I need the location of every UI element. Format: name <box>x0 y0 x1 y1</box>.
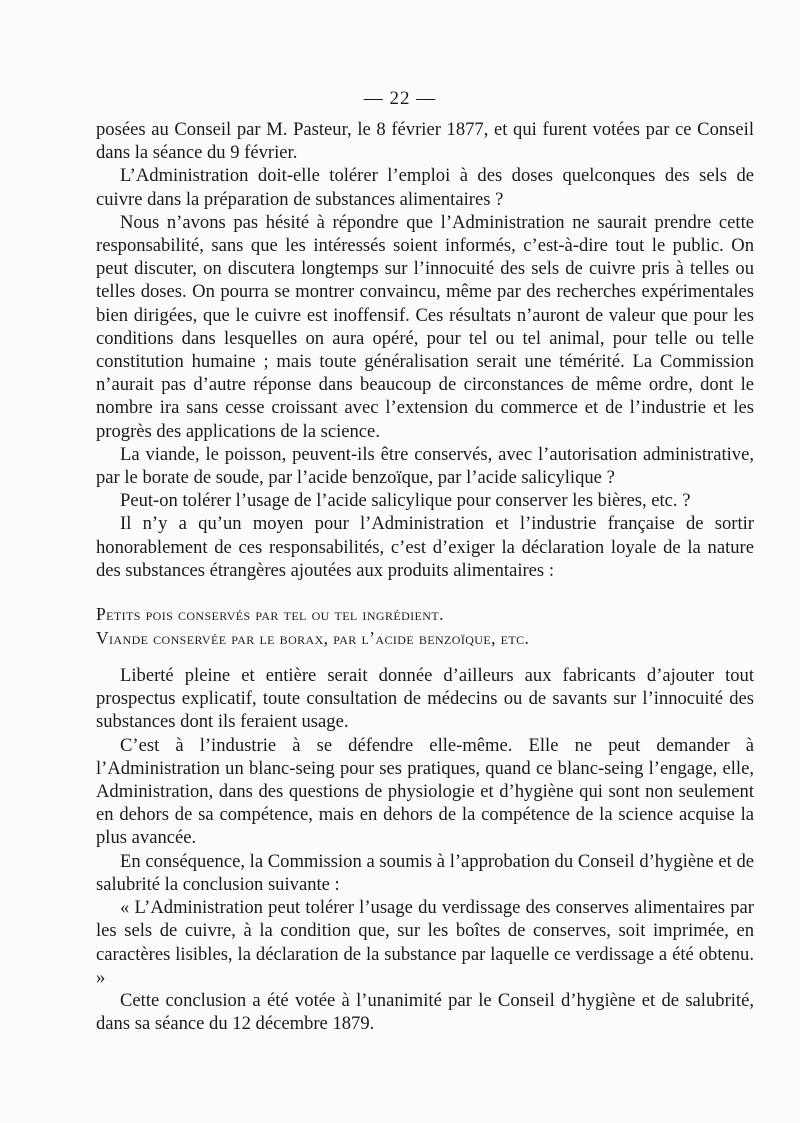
paragraph: Il n’y a qu’un moyen pour l’Administration et l’industrie française de sortir honorablement de ces responsabilités, c’est d’exiger la déclaration loyale de la nature des substances étrangères ajoutées aux produits alimentaires : <box>96 513 754 581</box>
label-example-meat: Viande conservée par le borax, par l’acide benzoïque, etc. <box>96 628 530 649</box>
paragraph: En conséquence, la Commission a soumis à l’approbation du Conseil d’hygiène et de salubrité la conclusion suivante : <box>96 850 754 895</box>
paragraph: Nous n’avons pas hésité à répondre que l’Administration ne saurait prendre cette responsabilité, sans que les intéressés soient informés, c’est-à-dire tout le public. On peut discuter, on discutera longtemps sur l’innocuité des sels de cuivre pris à telles ou telles doses. On pourra se montrer convaincu, même par des recherches expérimentales bien dirigées, que le cuivre est inoffensif. Ces résultats n’auront de valeur que pour les conditions dans lesquelles on aura opéré, pour tel ou tel animal, pour telle ou telle constitution humaine ; mais toute généralisation serait une témérité. La Commission n’aurait pas d’autre réponse dans beaucoup de circonstances de même ordre, dont le nombre ira sans cesse croissant avec l’extension du commerce et de l’industrie et les progrès des applications de la science. <box>96 211 754 442</box>
paragraph: L’Administration doit-elle tolérer l’emploi à des doses quelconques des sels de cuivre dans la préparation de substances alimentaires ? <box>96 165 754 210</box>
paragraph-continuation: posées au Conseil par M. Pasteur, le 8 février 1877, et qui furent votées par ce Conseil dans la séance du 9 février. <box>96 119 754 164</box>
paragraph: C’est à l’industrie à se défendre elle-même. Elle ne peut demander à l’Administration un blanc-seing pour ses pratiques, quand ce blanc-seing l’engage, elle, Administration, dans des questions de physiologie et d’hygiène qui sont non seulement en dehors de sa compétence, mais en dehors de la compétence de la science acquise la plus avancée. <box>96 734 754 849</box>
paragraph: La viande, le poisson, peuvent-ils être conservés, avec l’autorisation administrative, par le borate de soude, par l’acide benzoïque, par l’acide salicylique ? <box>96 443 754 489</box>
paragraph: Peut-on tolérer l’usage de l’acide salicylique pour conserver les bières, etc. ? <box>120 490 691 512</box>
body-text <box>96 118 754 1035</box>
page-number: — 22 — <box>363 88 437 109</box>
quoted-conclusion: « L’Administration peut tolérer l’usage du verdissage des conserves alimentaires par les sels de cuivre, à la condition que, sur les boîtes de conserves, soit imprimée, en caractères lisibles, la déclaration de la substance par laquelle ce verdissage a été obtenu. » <box>96 897 754 988</box>
paragraph: Cette conclusion a été votée à l’unanimité par le Conseil d’hygiène et de salubrité, dans sa séance du 12 décembre 1879. <box>96 989 754 1035</box>
paragraph: Liberté pleine et entière serait donnée d’ailleurs aux fabricants d’ajouter tout prospectus explicatif, toute consultation de médecins ou de savants sur l’innocuité des substances dont ils feraient usage. <box>96 665 754 733</box>
label-example-peas: Petits pois conservés par tel ou tel ingrédient. <box>96 604 444 625</box>
label-examples <box>96 602 754 650</box>
